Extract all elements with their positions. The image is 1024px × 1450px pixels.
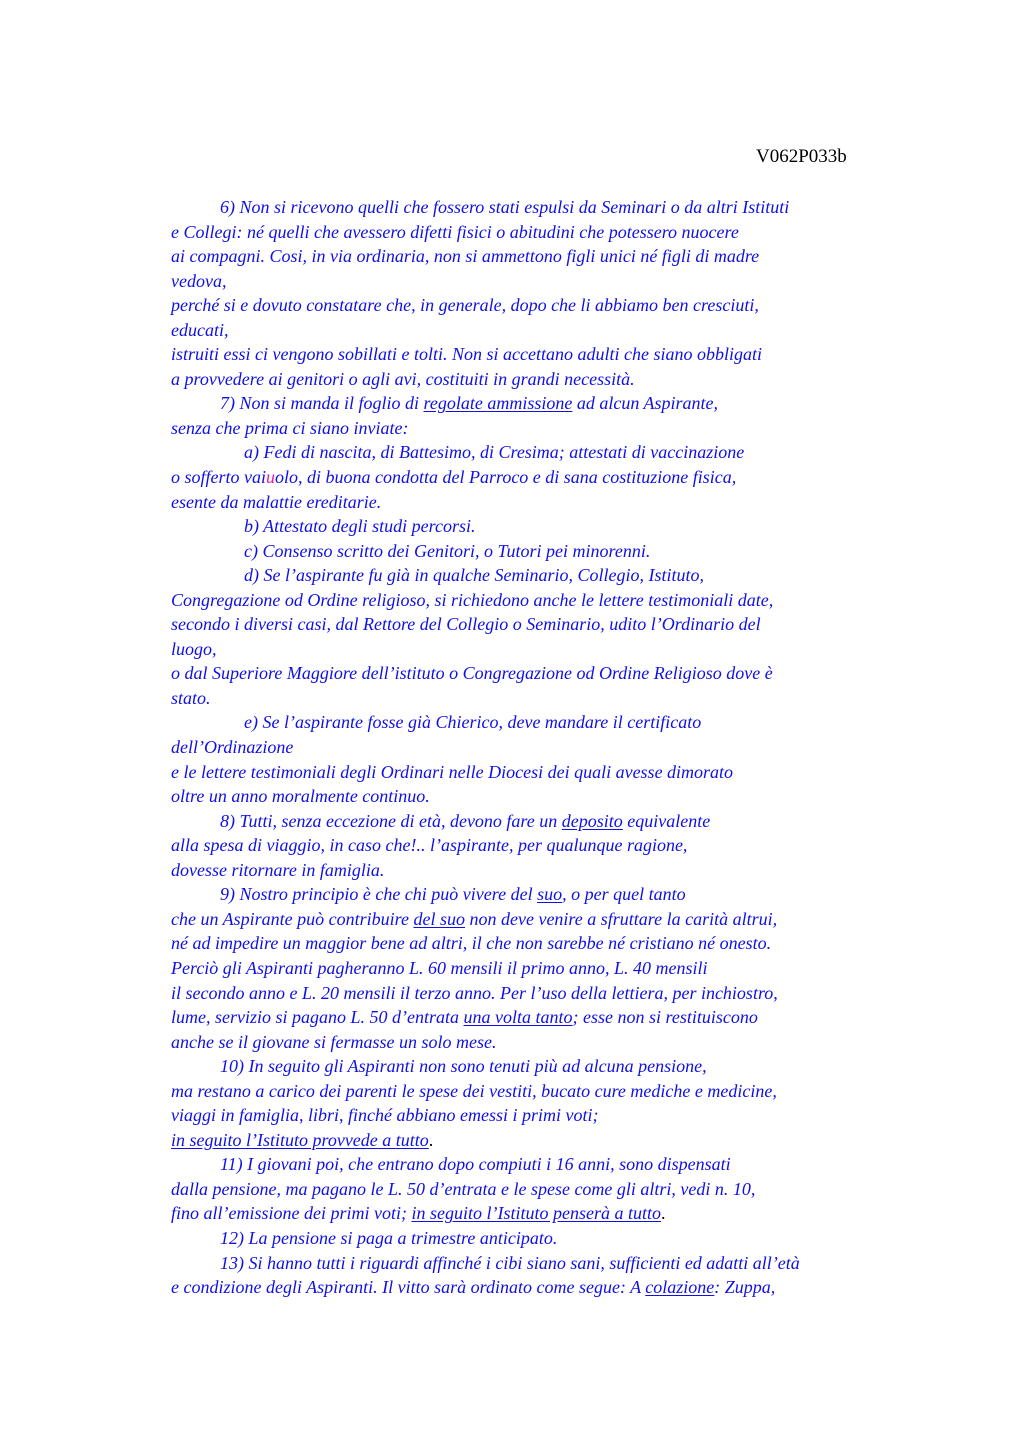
text-run: non deve venire a sfruttare la carità altrui, (464, 908, 778, 929)
text-line: e) Se l’aspirante fosse già Chierico, deve mandare il certificato (244, 712, 702, 733)
text-line: dalla pensione, ma pagano le L. 50 d’entrata e le spese come gli altri, vedi n. 10, (171, 1178, 756, 1199)
text-line: educati, (171, 319, 229, 340)
text-line: alla spesa di viaggio, in caso che!.. l’aspirante, per qualunque ragione, (171, 835, 688, 856)
text-line: dovesse ritornare in famiglia. (171, 859, 385, 880)
document-body (171, 195, 911, 1300)
text-run: ; esse non si restituiscono (572, 1007, 758, 1028)
underlined-text: in seguito l’Istituto penserà a tutto (411, 1203, 661, 1224)
underlined-text: suo (537, 884, 563, 905)
text-line: né ad impedire un maggior bene ad altri, il che non sarebbe né cristiano né onesto. (171, 933, 772, 954)
highlighted-char: u (266, 467, 275, 488)
text-run: olo, di buona condotta del Parroco e di sana costituzione fisica, (275, 467, 737, 488)
text-line: viaggi in famiglia, libri, finché abbiano emessi i primi voti; (171, 1105, 599, 1126)
text-line: ma restano a carico dei parenti le spese dei vestiti, bucato cure mediche e medicine, (171, 1080, 777, 1101)
text-line: a provvedere ai genitori o agli avi, costituiti in grandi necessità. (171, 368, 635, 389)
text-line (171, 1005, 911, 1030)
text-run: fino all’emissione dei primi voti; (171, 1203, 412, 1224)
text-run: o sofferto vai (171, 467, 266, 488)
underlined-text: una volta tanto (463, 1007, 573, 1028)
text-line: e Collegi: né quelli che avessero difetti fisici o abitudini che potessero nuocere (171, 221, 739, 242)
text-line: 11) I giovani poi, che entrano dopo compiuti i 16 anni, sono dispensati (220, 1154, 731, 1175)
text-line: 6) Non si ricevono quelli che fossero stati espulsi da Seminari o da altri Istituti (220, 197, 790, 217)
text-line: d) Se l’aspirante fu già in qualche Seminario, Collegio, Istituto, (244, 565, 704, 586)
text-line (171, 1128, 911, 1153)
text-line: secondo i diversi casi, dal Rettore del Collegio o Seminario, udito l’Ordinario del (171, 614, 761, 635)
text-run: , o per quel tanto (562, 884, 686, 905)
text-line: o dal Superiore Maggiore dell’istituto o Congregazione od Ordine Religioso dove è (171, 663, 773, 684)
underlined-text: deposito (561, 810, 623, 831)
text-run: 9) Nostro principio è che chi può vivere del (220, 884, 538, 905)
text-line: perché si e dovuto constatare che, in generale, dopo che li abbiamo ben cresciuti, (171, 295, 759, 316)
document-id: V062P033b (756, 146, 847, 167)
text-run: ad alcun Aspirante, (572, 393, 719, 414)
text-line: luogo, (171, 638, 217, 659)
text-line (171, 1275, 911, 1300)
text-run: che un Aspirante può contribuire (171, 908, 414, 929)
text-run: 8) Tutti, senza eccezione di età, devono fare un (220, 810, 562, 831)
text-line: Congregazione od Ordine religioso, si richiedono anche le lettere testimoniali date, (171, 589, 774, 610)
text-run: equivalente (622, 810, 711, 831)
text-line (171, 907, 911, 932)
text-line: Perciò gli Aspiranti pagheranno L. 60 mensili il primo anno, L. 40 mensili (171, 957, 708, 978)
text-line: 10) In seguito gli Aspiranti non sono tenuti più ad alcuna pensione, (220, 1056, 707, 1077)
text-run: 7) Non si manda il foglio di (220, 393, 424, 414)
text-line (171, 391, 911, 416)
text-line: stato. (171, 687, 211, 708)
text-run: lume, servizio si pagano L. 50 d’entrata (171, 1007, 464, 1028)
text-line: a) Fedi di nascita, di Battesimo, di Cresima; attestati di vaccinazione (244, 442, 745, 463)
text-line (171, 809, 911, 834)
text-line: dell’Ordinazione (171, 737, 294, 758)
underlined-text: colazione (645, 1277, 715, 1298)
text-line: istruiti essi ci vengono sobillati e tolti. Non si accettano adulti che siano obbligati (171, 344, 762, 365)
text-line: e le lettere testimoniali degli Ordinari nelle Diocesi dei quali avesse dimorato (171, 761, 734, 782)
underlined-text: del suo (413, 908, 465, 929)
text-line: anche se il giovane si fermasse un solo mese. (171, 1031, 497, 1052)
underlined-text: in seguito l’Istituto provvede a tutto (171, 1129, 429, 1150)
text-line: vedova, (171, 270, 227, 291)
text-line (171, 465, 911, 490)
text-line (171, 1201, 911, 1226)
text-line: esente da malattie ereditarie. (171, 491, 382, 512)
text-line: ai compagni. Cosi, in via ordinaria, non si ammettono figli unici né figli di madre (171, 246, 760, 267)
text-line: c) Consenso scritto dei Genitori, o Tutori pei minorenni. (244, 540, 651, 561)
text-run: . (660, 1203, 666, 1224)
underlined-text: regolate ammissione (423, 393, 573, 414)
text-line: 13) Si hanno tutti i riguardi affinché i cibi siano sani, sufficienti ed adatti all’età (220, 1252, 800, 1273)
text-line: senza che prima ci siano inviate: (171, 417, 409, 438)
text-line: il secondo anno e L. 20 mensili il terzo anno. Per l’uso della lettiera, per inchiostro, (171, 982, 778, 1003)
text-line: b) Attestato degli studi percorsi. (244, 516, 476, 537)
text-line: 12) La pensione si paga a trimestre anticipato. (220, 1227, 558, 1248)
text-run: . (428, 1129, 434, 1150)
text-line (171, 882, 911, 907)
text-run: e condizione degli Aspiranti. Il vitto sarà ordinato come segue: A (171, 1277, 646, 1298)
text-line: oltre un anno moralmente continuo. (171, 786, 430, 807)
text-run: : Zuppa, (714, 1277, 776, 1298)
